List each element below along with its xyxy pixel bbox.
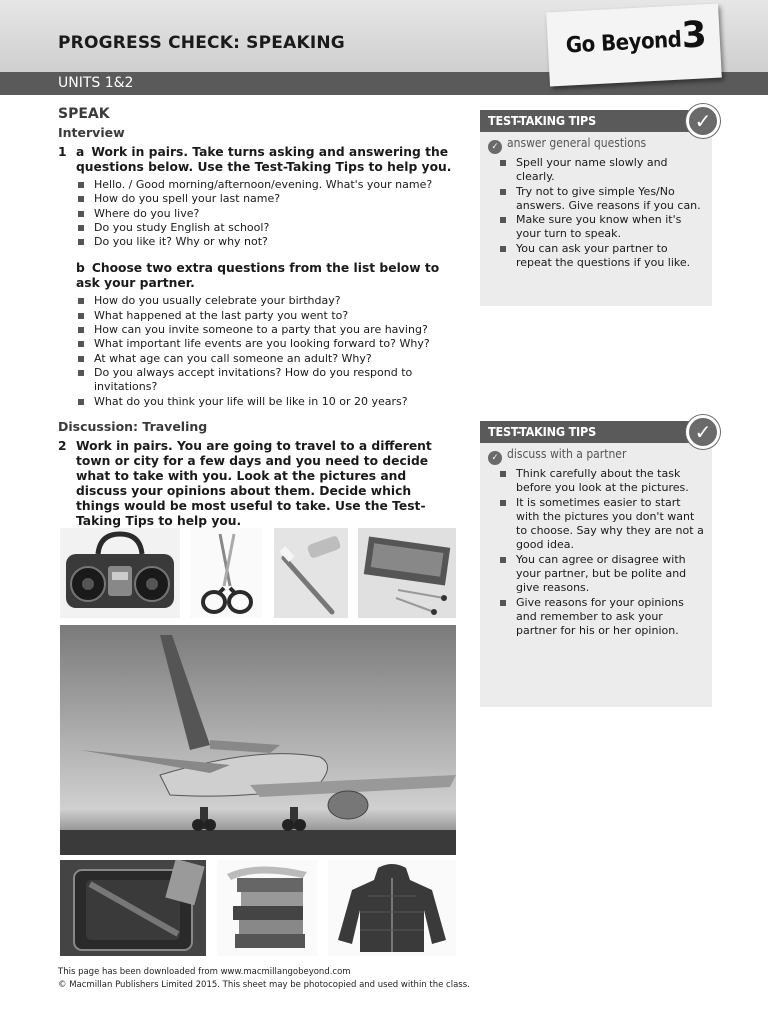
list-item: Do you study English at school? [94,221,458,235]
list-item: Spell your name slowly and clearly. [516,156,706,185]
check-circle-icon: ✓ [686,415,720,449]
tips-heading: TEST-TAKING TIPS [480,110,712,132]
section-heading: SPEAK [58,106,110,122]
tips-heading: TEST-TAKING TIPS [480,421,712,443]
wallet-photo [60,860,206,956]
tips-list-2 [480,465,712,639]
list-item: You can agree or disagree with your partner, but be polite and give reasons. [516,553,706,596]
list-item: What important life events are you looking forward to? Why? [94,337,458,351]
list-item: Think carefully about the task before you look at the pictures. [516,467,706,496]
logo-text: Go Beyond [565,27,682,59]
task-2-text: Work in pairs. You are going to travel to a different town or city for a few days and you need to decide what to take with you. Look at the pictures and discuss your opinions about them. Decide which things would be most useful to take. Use the Test-Taking Tips to help you. [76,438,432,528]
discussion-label: Discussion: Traveling [58,418,208,434]
scissors-photo [190,528,262,618]
tips-subheading [480,443,712,465]
list-item: Give reasons for your opinions and remember to ask your partner for his or her opinion. [516,596,706,639]
boombox-photo [60,528,180,618]
speak-section [58,106,458,532]
list-item: Where do you live? [94,207,458,221]
footer-line-2: © Macmillan Publishers Limited 2015. This sheet may be photocopied and used within the class. [58,979,470,990]
question-list-a [58,178,458,249]
go-beyond-logo [546,4,722,87]
page-title: PROGRESS CHECK: SPEAKING [58,33,345,53]
list-item: Make sure you know when it's your turn to speak. [516,213,706,242]
airplane-photo [60,625,456,855]
list-item: How can you invite someone to a party that you are having? [94,323,458,337]
task-letter: a [76,145,85,159]
task-letter: b [76,261,85,276]
list-item: Do you always accept invitations? How do you respond to invitations? [94,366,458,395]
books-photo [217,860,317,956]
footer-line-1: This page has been downloaded from www.macmillangobeyond.com [58,967,351,977]
tips-subheading [480,132,712,154]
check-circle-icon: ✓ [686,104,720,138]
tips-box-1 [480,110,712,306]
task-number: 1 [58,145,67,159]
matches-photo [358,528,456,618]
logo-number: 3 [680,14,708,57]
list-item: Try not to give simple Yes/No answers. Give reasons if you can. [516,185,706,214]
task-2 [58,439,458,529]
list-item: Hello. / Good morning/afternoon/evening. What's your name? [94,178,458,192]
task-1b [58,261,458,291]
list-item: What happened at the last party you went to? [94,309,458,323]
task-1a-text: Work in pairs. Take turns asking and answering the questions below. Use the Test-Taking Tips to help you. [76,145,452,174]
tips-box-2 [480,421,712,707]
tips-subheading-text: answer general questions [507,136,647,150]
tips-list-1 [480,154,712,270]
speech-icon: ✓ [488,451,502,465]
list-item: At what age can you call someone an adult? Why? [94,352,458,366]
list-item: You can ask your partner to repeat the questions if you like. [516,242,706,271]
list-item: Do you like it? Why or why not? [94,235,458,249]
jacket-photo [328,860,456,956]
list-item: How do you usually celebrate your birthday? [94,294,458,308]
page-footer [58,966,470,991]
task-number: 2 [58,438,67,453]
toothbrush-photo [274,528,348,618]
units-label: UNITS 1&2 [58,75,134,91]
list-item: It is sometimes easier to start with the pictures you don't want to choose. Say why they are not a good idea. [516,496,706,553]
question-list-b [58,294,458,408]
task-1b-text: Choose two extra questions from the list below to ask your partner. [76,261,440,291]
speech-icon: ✓ [488,140,502,154]
task-1a [58,145,458,175]
list-item: What do you think your life will be like in 10 or 20 years? [94,395,458,409]
tips-subheading-text: discuss with a partner [507,447,627,461]
interview-label: Interview [58,125,125,140]
list-item: How do you spell your last name? [94,192,458,206]
